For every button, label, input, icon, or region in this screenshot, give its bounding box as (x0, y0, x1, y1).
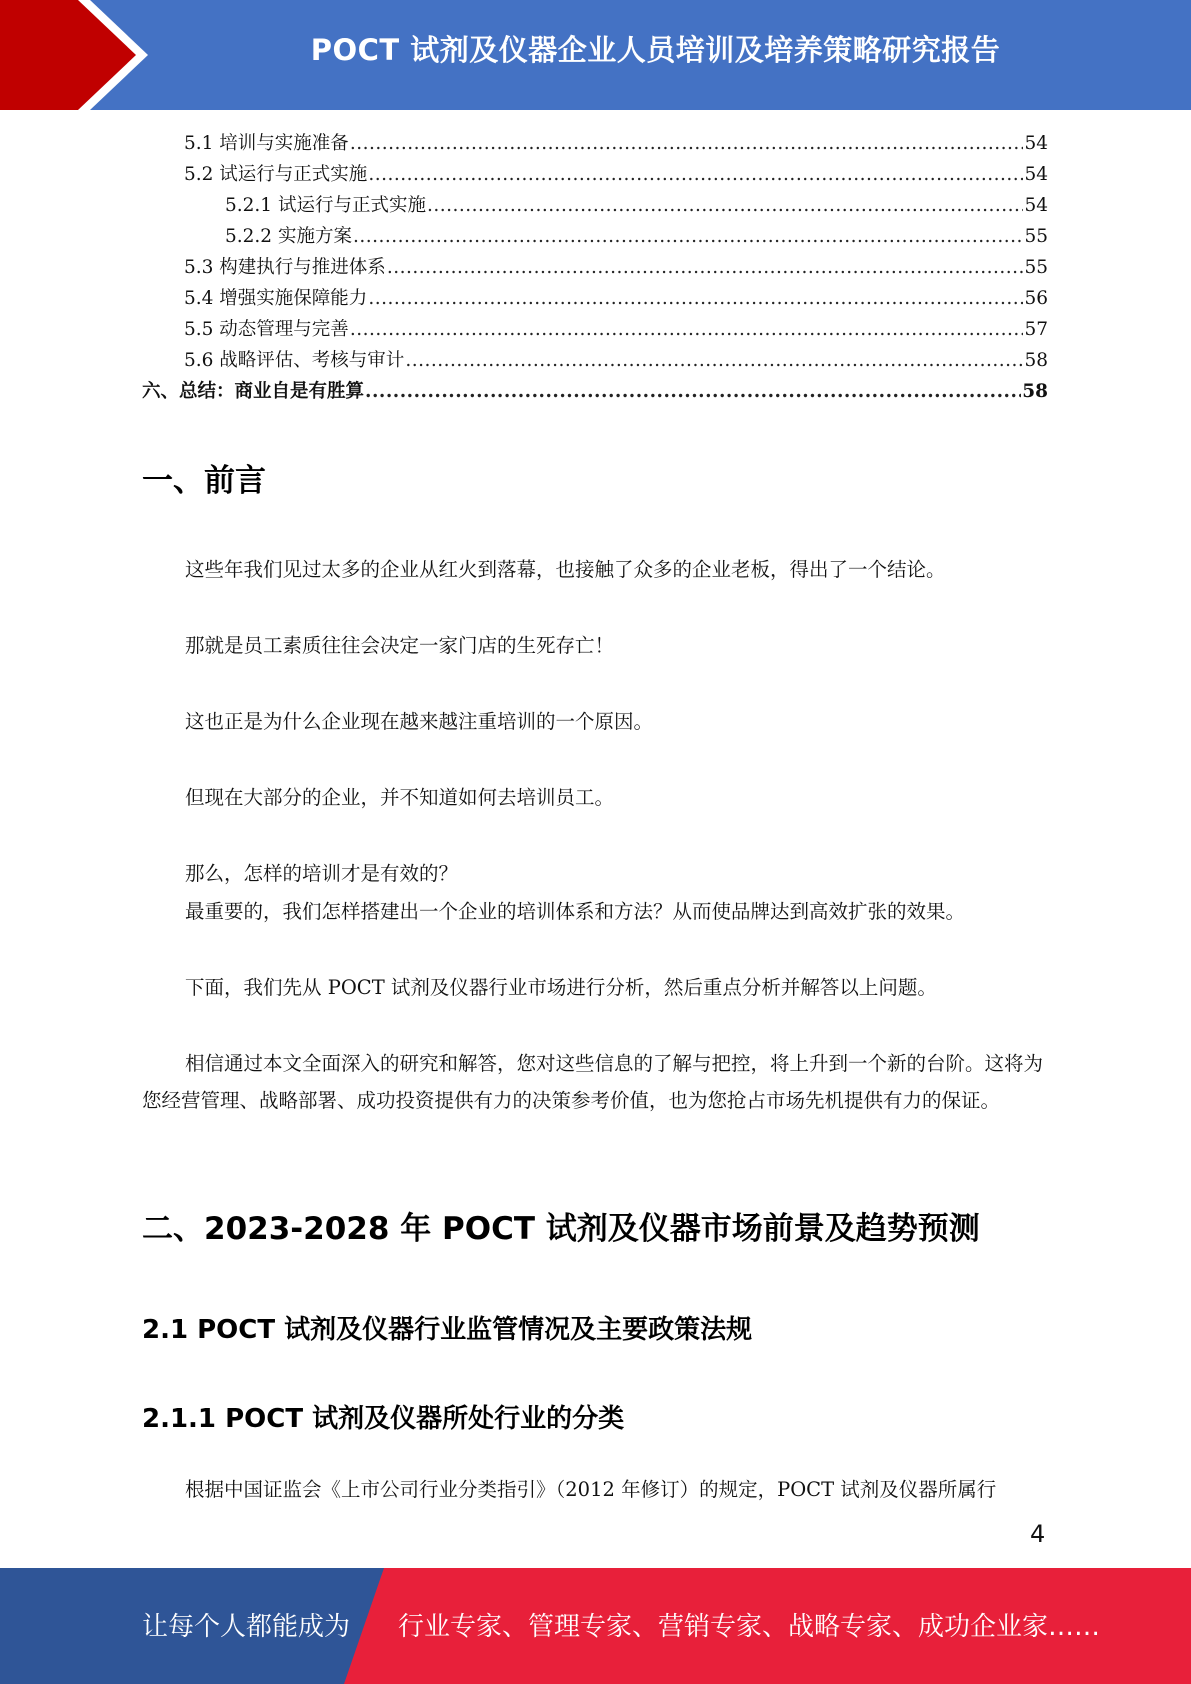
toc-entry-label: 5.2.1 试运行与正式实施 (225, 195, 426, 216)
page-header (0, 0, 1191, 110)
body-paragraph: 最重要的，我们怎样搭建出一个企业的培训体系和方法？从而使品牌达到高效扩张的效果。 (185, 900, 966, 923)
report-title: POCT 试剂及仪器企业人员培训及培养策略研究报告 (310, 33, 1001, 67)
body-paragraph: 下面，我们先从 POCT 试剂及仪器行业市场进行分析，然后重点分析并解答以上问题。 (185, 976, 937, 999)
toc-entry-label: 5.1 培训与实施准备 (184, 133, 349, 154)
toc-entry-label: 5.2.2 实施方案 (225, 226, 352, 247)
subsubsection-heading: 2.1.1 POCT 试剂及仪器所处行业的分类 (142, 1404, 625, 1434)
toc-entry-label: 5.3 构建执行与推进体系 (184, 257, 386, 278)
toc-entry-page: 55 (1024, 226, 1048, 247)
section-heading-preface: 一、前言 (142, 463, 266, 499)
toc-entry[interactable] (184, 252, 1048, 283)
toc-leader (405, 345, 1023, 376)
footer-slogan-left: 让每个人都能成为 (142, 1612, 351, 1642)
toc-leader (427, 190, 1023, 221)
toc-entry-page: 57 (1024, 319, 1048, 340)
toc-leader (368, 283, 1023, 314)
subsection-heading: 2.1 POCT 试剂及仪器行业监管情况及主要政策法规 (142, 1315, 753, 1345)
footer-slogan-right: 行业专家、管理专家、营销专家、战略专家、成功企业家…… (398, 1612, 1101, 1642)
toc-entry[interactable] (184, 128, 1048, 159)
toc-entry-page: 55 (1024, 257, 1048, 278)
body-paragraph: 那么，怎样的培训才是有效的？ (185, 862, 459, 885)
toc-leader (350, 314, 1024, 345)
page-number: 4 (1030, 1520, 1046, 1548)
toc-entry-label: 六、总结：商业自是有胜算 (142, 381, 365, 402)
toc-entry-page: 54 (1024, 195, 1048, 216)
toc-entry[interactable] (225, 221, 1048, 252)
toc-entry-page: 56 (1024, 288, 1048, 309)
toc-entry-label: 5.5 动态管理与完善 (184, 319, 349, 340)
toc-leader (387, 252, 1024, 283)
toc-entry-page: 58 (1024, 350, 1048, 371)
toc-entry[interactable] (184, 283, 1048, 314)
section-heading-forecast: 二、2023-2028 年 POCT 试剂及仪器市场前景及趋势预测 (142, 1211, 980, 1247)
toc-leader (353, 221, 1024, 252)
body-paragraph: 那就是员工素质往往会决定一家门店的生死存亡！ (185, 634, 615, 657)
toc-leader (368, 159, 1023, 190)
toc-entry-label: 5.6 战略评估、考核与审计 (184, 350, 405, 371)
toc-entry[interactable] (184, 159, 1048, 190)
toc-entry-page: 58 (1022, 381, 1048, 402)
toc-leader (350, 128, 1024, 159)
toc-entry-label: 5.4 增强实施保障能力 (184, 288, 368, 309)
body-paragraph: 但现在大部分的企业，并不知道如何去培训员工。 (185, 786, 615, 809)
toc-entry-label: 5.2 试运行与正式实施 (184, 164, 368, 185)
toc-entry[interactable] (142, 376, 1048, 407)
body-paragraph: 根据中国证监会《上市公司行业分类指引》（2012 年修订）的规定，POCT 试剂及仪器所属行 (185, 1478, 997, 1501)
toc-entry[interactable] (225, 190, 1048, 221)
body-paragraph: 相信通过本文全面深入的研究和解答，您对这些信息的了解与把控，将上升到一个新的台阶。这将为您经营管理、战略部署、成功投资提供有力的决策参考价值，也为您抢占市场先机提供有力的保证。 (142, 1052, 1044, 1112)
body-paragraph: 这些年我们见过太多的企业从红火到落幕，也接触了众多的企业老板，得出了一个结论。 (185, 558, 946, 581)
toc-entry-page: 54 (1024, 164, 1048, 185)
page-footer (0, 1568, 1191, 1684)
toc-entry[interactable] (184, 314, 1048, 345)
toc-entry-page: 54 (1024, 133, 1048, 154)
toc-leader (365, 376, 1021, 407)
toc-entry[interactable] (184, 345, 1048, 376)
body-paragraph: 这也正是为什么企业现在越来越注重培训的一个原因。 (185, 710, 654, 733)
